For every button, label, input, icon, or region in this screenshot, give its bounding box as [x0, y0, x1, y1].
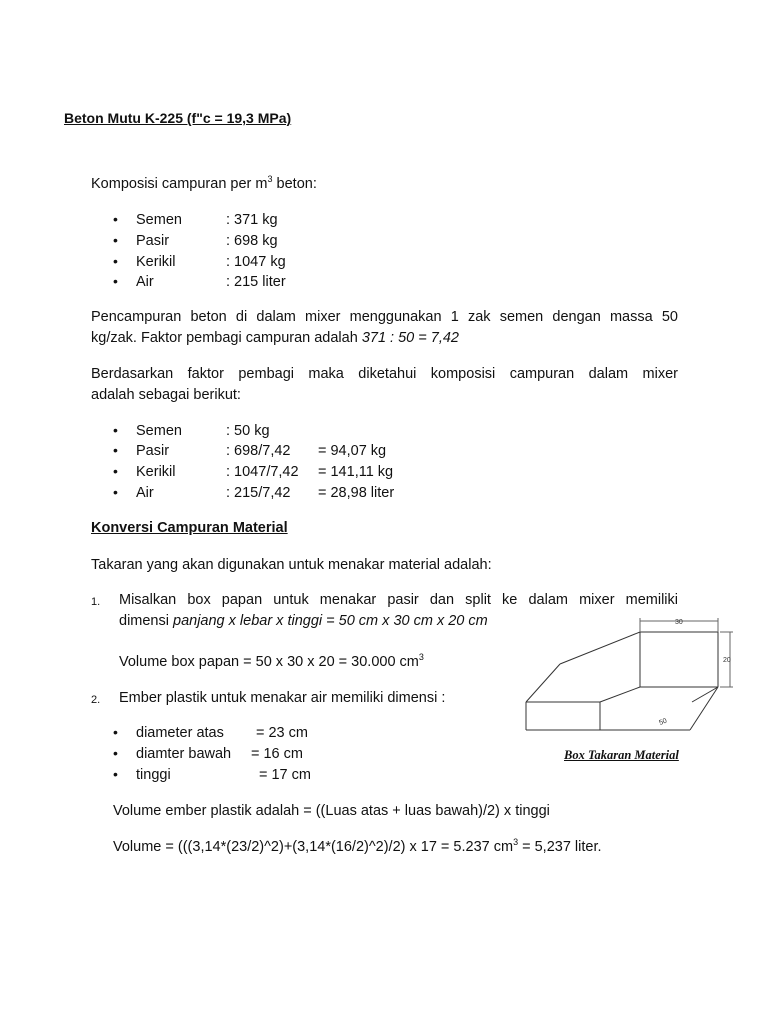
mixer-item-result: = 94,07 kg	[318, 443, 387, 459]
list-number: 1.	[91, 596, 101, 608]
takaran-intro: Takaran yang akan digunakan untuk menakar material adalah:	[91, 557, 492, 573]
bucket-dim-name: diamter bawah	[136, 746, 232, 762]
mixer-paragraph-formula: 371 : 50 = 7,42	[361, 330, 459, 346]
bullet-icon: •	[113, 484, 118, 500]
dim-label-bottom: 50	[658, 717, 669, 727]
box-diagram-lines	[526, 618, 733, 730]
bullet-icon: •	[113, 766, 118, 782]
dim-label-top: 30	[675, 619, 683, 626]
mixer-item-name: Air	[136, 485, 154, 501]
item1-dimensions: panjang x lebar x tinggi = 50 cm x 30 cm x 20 cm	[173, 613, 488, 629]
mixer-item-name: Semen	[136, 423, 182, 439]
bucket-volume-formula: Volume ember plastik adalah = ((Luas atas + luas bawah)/2) x tinggi	[113, 803, 550, 819]
document-title: Beton Mutu K-225 (f"c = 19,3 MPa)	[64, 110, 292, 126]
composition-name: Air	[136, 274, 154, 290]
factor-paragraph-line2: adalah sebagai berikut:	[91, 387, 241, 403]
mixer-item-name: Kerikil	[136, 464, 176, 480]
bucket-dim-name: diameter atas	[136, 725, 224, 741]
item1-line1: Misalkan box papan untuk menakar pasir dan split ke dalam mixer memiliki	[119, 592, 678, 608]
mixer-item-calc: : 1047/7,42	[226, 464, 299, 480]
bucket-dim-name: tinggi	[136, 767, 171, 783]
bucket-dim-value: = 23 cm	[256, 725, 308, 741]
composition-intro-sup: 3	[267, 174, 273, 185]
composition-value: : 698 kg	[226, 233, 278, 249]
figure-caption: Box Takaran Material	[564, 748, 679, 762]
list-number: 2.	[91, 694, 101, 706]
section-title: Konversi Campuran Material	[91, 520, 288, 536]
mixer-item-result: = 28,98 liter	[318, 485, 395, 501]
mixer-item-name: Pasir	[136, 443, 170, 459]
bullet-icon: •	[113, 463, 118, 479]
factor-paragraph-line1: Berdasarkan faktor pembagi maka diketahui komposisi campuran dalam mixer	[91, 366, 678, 382]
composition-name: Kerikil	[136, 254, 176, 270]
mixer-item-calc: : 698/7,42	[226, 443, 291, 459]
item1-line2	[119, 613, 488, 629]
bullet-icon: •	[113, 442, 118, 458]
box-diagram	[520, 612, 738, 744]
bullet-icon: •	[113, 422, 118, 438]
composition-value: : 215 liter	[226, 274, 286, 290]
composition-value: : 371 kg	[226, 212, 278, 228]
bullet-icon: •	[113, 273, 118, 289]
bucket-volume-calc-text: Volume = (((3,14*(23/2)^2)+(3,14*(16/2)^2)/2) x 17 = 5.237 cm	[113, 839, 514, 855]
mixer-item-calc: : 50 kg	[226, 423, 270, 439]
composition-value: : 1047 kg	[226, 254, 286, 270]
bullet-icon: •	[113, 211, 118, 227]
bullet-icon: •	[113, 232, 118, 248]
mixer-paragraph-line2	[91, 330, 459, 346]
bucket-volume-calc-sup: 3	[513, 837, 519, 848]
dim-label-right: 20	[723, 657, 731, 664]
bucket-volume-calc	[113, 839, 602, 855]
bullet-icon: •	[113, 253, 118, 269]
composition-name: Semen	[136, 212, 182, 228]
item2-text: Ember plastik untuk menakar air memiliki dimensi :	[119, 690, 446, 706]
composition-intro-text: Komposisi campuran per m	[91, 176, 268, 192]
bullet-icon: •	[113, 745, 118, 761]
bullet-icon: •	[113, 724, 118, 740]
composition-intro	[91, 176, 317, 192]
bucket-dim-value: = 17 cm	[259, 767, 311, 783]
mixer-item-result: = 141,11 kg	[318, 464, 394, 480]
item1-volume	[119, 654, 424, 670]
mixer-paragraph-line1: Pencampuran beton di dalam mixer menggunakan 1 zak semen dengan massa 50	[91, 309, 678, 325]
bucket-volume-calc-tail: = 5,237 liter.	[518, 839, 602, 855]
mixer-paragraph-text: kg/zak. Faktor pembagi campuran adalah	[91, 330, 362, 346]
item1-volume-text: Volume box papan = 50 x 30 x 20 = 30.000 cm	[119, 654, 419, 670]
item1-volume-sup: 3	[418, 652, 424, 663]
composition-name: Pasir	[136, 233, 170, 249]
bucket-dim-value: = 16 cm	[251, 746, 303, 762]
item1-text: dimensi	[119, 613, 173, 629]
composition-intro-tail: beton:	[272, 176, 317, 192]
mixer-item-calc: : 215/7,42	[226, 485, 291, 501]
